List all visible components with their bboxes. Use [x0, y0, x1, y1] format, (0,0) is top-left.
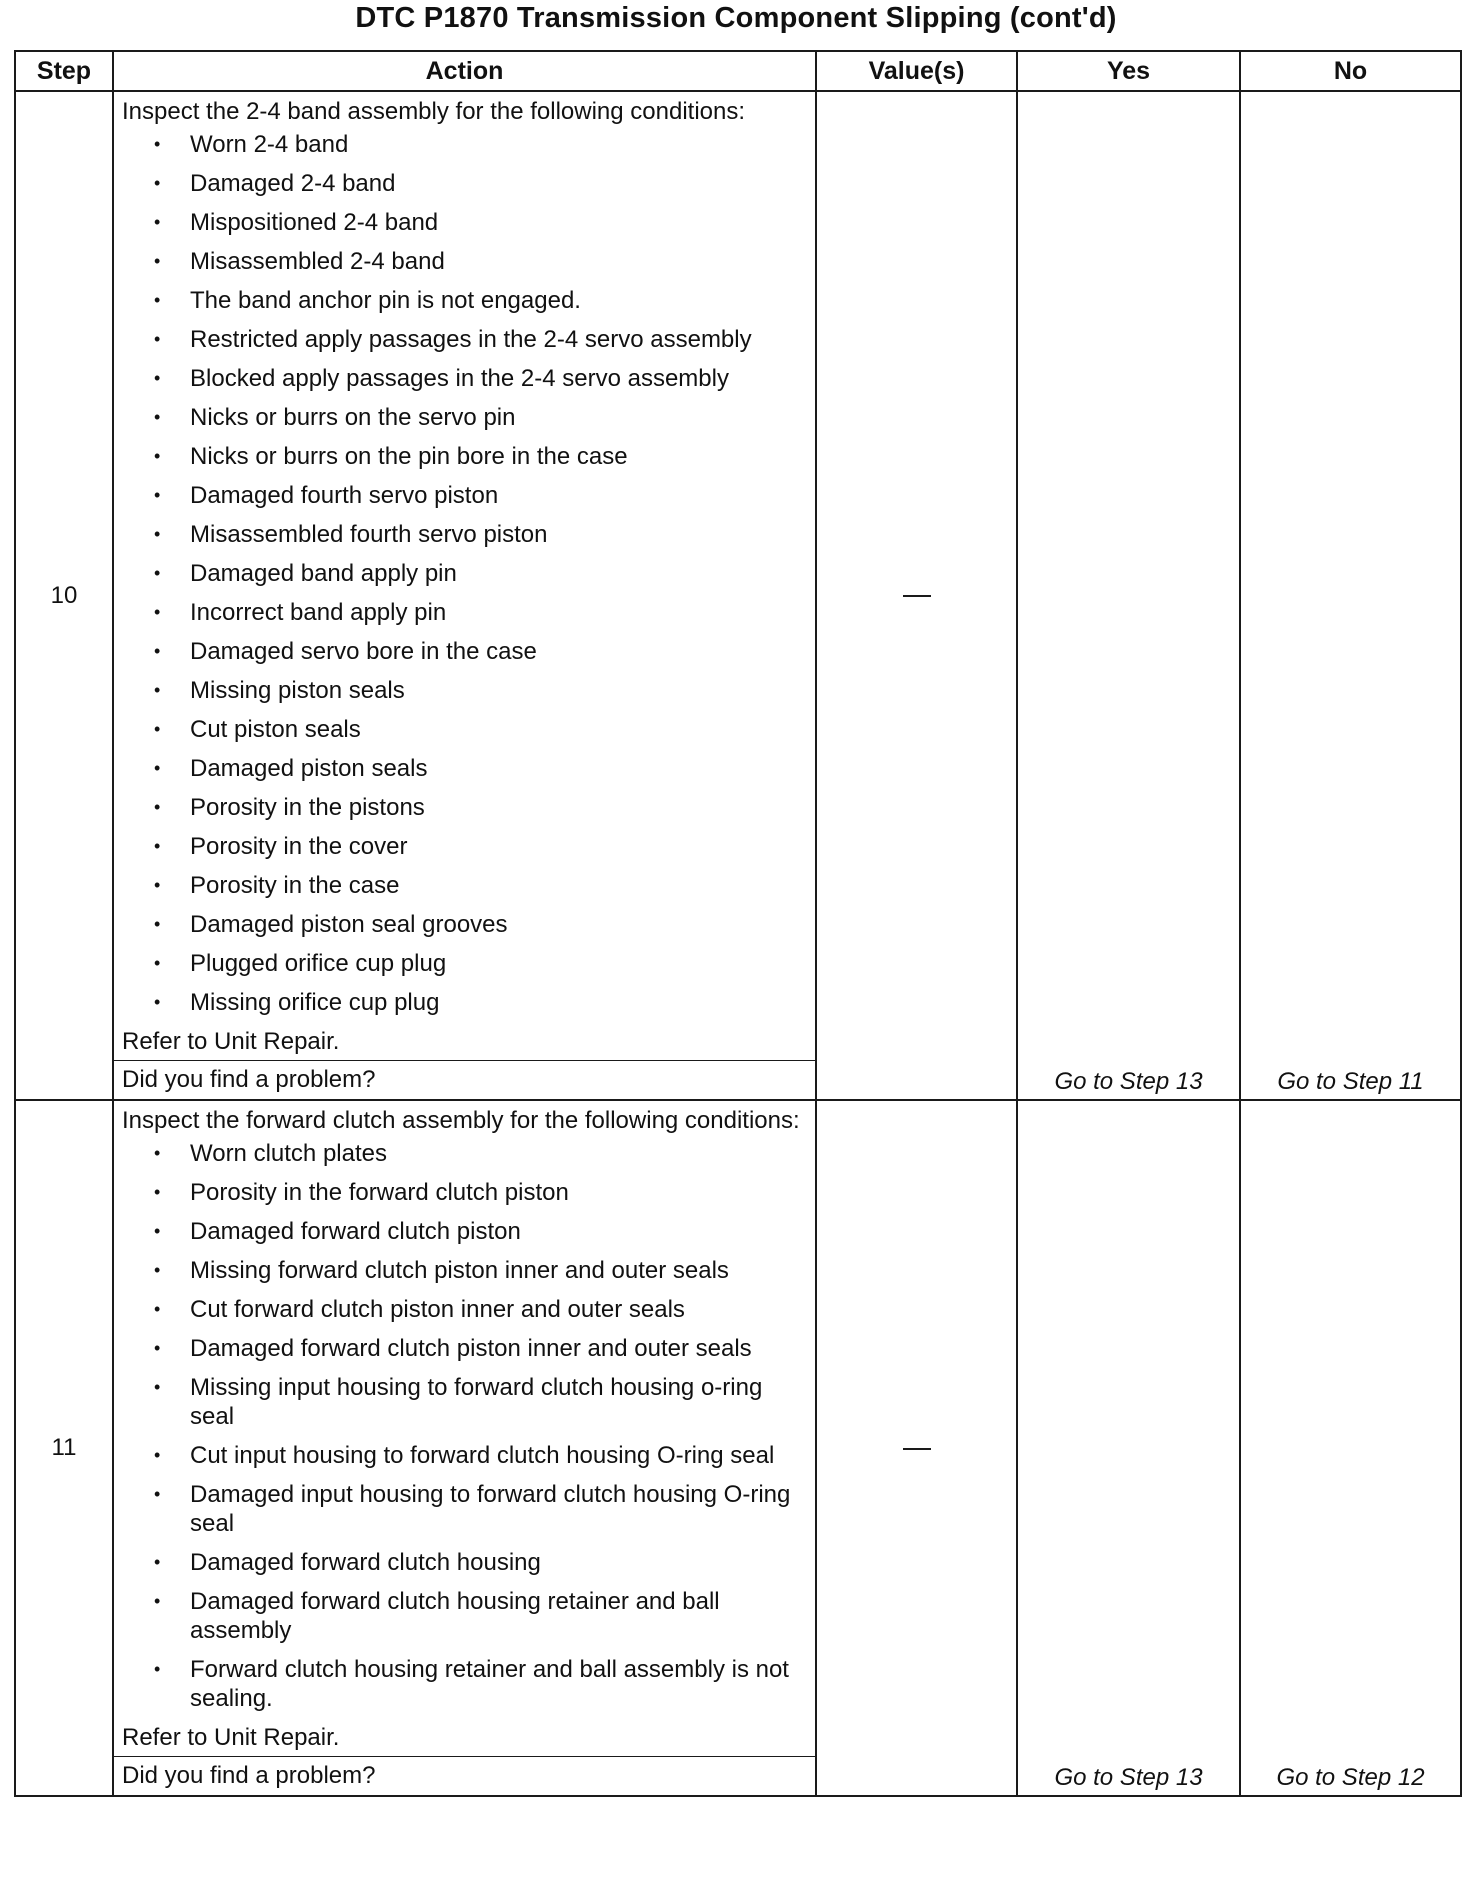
condition-item: • Porosity in the case: [152, 871, 809, 900]
condition-item: • Damaged band apply pin: [152, 559, 809, 588]
no-cell: [1240, 91, 1461, 1100]
no-cell: [1240, 1100, 1461, 1796]
condition-item: • Damaged input housing to forward clutch housing O-ring seal: [152, 1480, 809, 1538]
no-goto-step: Go to Step 11: [1277, 1068, 1424, 1095]
action-cell: [113, 1100, 816, 1796]
condition-item: • Porosity in the pistons: [152, 793, 809, 822]
condition-item: • Blocked apply passages in the 2-4 servo assembly: [152, 364, 809, 393]
diagnostic-table: [14, 50, 1462, 1797]
refer-note: Refer to Unit Repair.: [122, 1028, 340, 1055]
condition-item: • Damaged forward clutch housing retainer and ball assembly: [152, 1587, 809, 1645]
condition-item: • Damaged 2-4 band: [152, 169, 809, 198]
condition-item: • Worn clutch plates: [152, 1139, 809, 1168]
header-values: Value(s): [816, 51, 1017, 91]
value-dash: [903, 1448, 931, 1450]
condition-item: • Damaged servo bore in the case: [152, 637, 809, 666]
condition-item: • Damaged forward clutch housing: [152, 1548, 809, 1577]
condition-item: • Porosity in the cover: [152, 832, 809, 861]
no-goto-step: Go to Step 12: [1276, 1764, 1425, 1791]
condition-item: • Cut piston seals: [152, 715, 809, 744]
table-body: [15, 91, 1461, 1796]
condition-item: • Damaged forward clutch piston: [152, 1217, 809, 1246]
yes-goto-step: Go to Step 13: [1054, 1764, 1203, 1791]
condition-item: • Missing piston seals: [152, 676, 809, 705]
action-content: [114, 92, 815, 1099]
header-yes: Yes: [1017, 51, 1240, 91]
condition-item: • Missing input housing to forward clutch housing o-ring seal: [152, 1373, 809, 1431]
condition-item: • Damaged fourth servo piston: [152, 481, 809, 510]
condition-item: • The band anchor pin is not engaged.: [152, 286, 809, 315]
value-cell: [816, 91, 1017, 1100]
condition-item: • Forward clutch housing retainer and ball assembly is not sealing.: [152, 1655, 809, 1713]
condition-item: • Nicks or burrs on the servo pin: [152, 403, 809, 432]
condition-item: • Cut input housing to forward clutch housing O-ring seal: [152, 1441, 809, 1470]
condition-item: • Damaged piston seals: [152, 754, 809, 783]
value-cell: [816, 1100, 1017, 1796]
yes-cell: [1017, 91, 1240, 1100]
header-action: Action: [113, 51, 816, 91]
condition-item: • Missing forward clutch piston inner and outer seals: [152, 1256, 809, 1285]
condition-item: • Restricted apply passages in the 2-4 servo assembly: [152, 325, 809, 354]
condition-item: • Incorrect band apply pin: [152, 598, 809, 627]
question-text: Did you find a problem?: [114, 1756, 815, 1792]
condition-item: • Plugged orifice cup plug: [152, 949, 809, 978]
condition-item: • Damaged piston seal grooves: [152, 910, 809, 939]
condition-item: • Misassembled 2-4 band: [152, 247, 809, 276]
condition-item: • Cut forward clutch piston inner and outer seals: [152, 1295, 809, 1324]
condition-item: • Misassembled fourth servo piston: [152, 520, 809, 549]
yes-cell: [1017, 1100, 1240, 1796]
refer-note: Refer to Unit Repair.: [122, 1724, 340, 1751]
header-step: Step: [15, 51, 113, 91]
condition-item: • Damaged forward clutch piston inner and outer seals: [152, 1334, 809, 1363]
condition-item: • Mispositioned 2-4 band: [152, 208, 809, 237]
action-content: [114, 1101, 815, 1795]
value-dash: [903, 595, 931, 597]
condition-list: [122, 130, 809, 1017]
step-number: 11: [15, 1100, 113, 1796]
table-header-row: [15, 51, 1461, 91]
header-no: No: [1240, 51, 1461, 91]
condition-item: • Nicks or burrs on the pin bore in the case: [152, 442, 809, 471]
table-row: [15, 91, 1461, 1100]
action-intro: Inspect the forward clutch assembly for the following conditions:: [122, 1107, 800, 1134]
condition-item: • Porosity in the forward clutch piston: [152, 1178, 809, 1207]
page-title: DTC P1870 Transmission Component Slipping (cont'd): [355, 2, 1117, 34]
action-intro: Inspect the 2-4 band assembly for the following conditions:: [122, 98, 746, 125]
condition-item: • Missing orifice cup plug: [152, 988, 809, 1017]
yes-goto-step: Go to Step 13: [1054, 1068, 1203, 1095]
condition-list: [122, 1139, 809, 1713]
question-text: Did you find a problem?: [114, 1060, 815, 1096]
table-row: [15, 1100, 1461, 1796]
step-number: 10: [15, 91, 113, 1100]
condition-item: • Worn 2-4 band: [152, 130, 809, 159]
action-cell: [113, 91, 816, 1100]
